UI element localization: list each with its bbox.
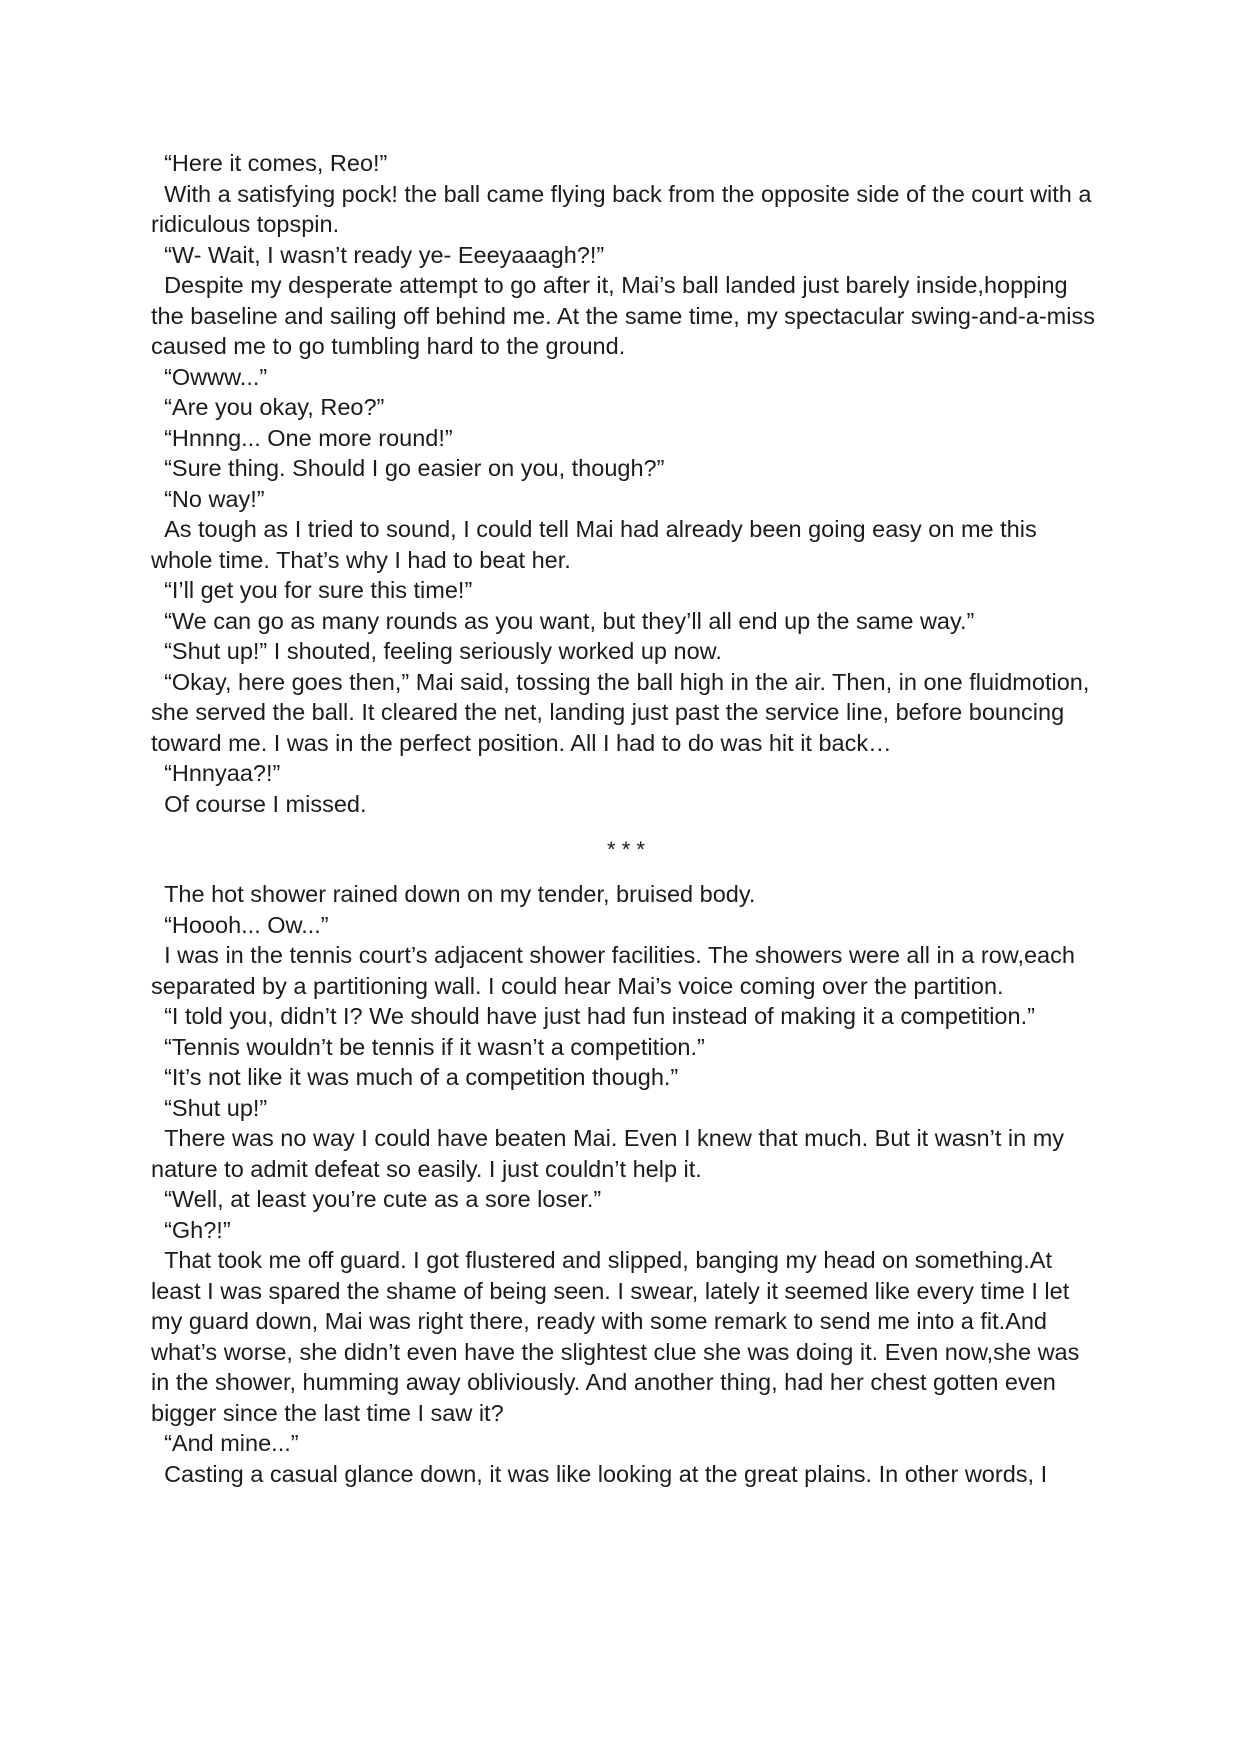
paragraph: The hot shower rained down on my tender, bruised body.	[151, 881, 756, 907]
paragraph: “Shut up!”	[151, 1094, 268, 1121]
paragraph: “Well, at least you’re cute as a sore loser.”	[151, 1186, 602, 1212]
paragraph: “Hnnyaa?!”	[151, 760, 281, 786]
paragraph: “Are you okay, Reo?”	[151, 394, 385, 420]
paragraph: Casting a casual glance down, it was like looking at the great plains. In other words, I	[151, 1460, 1048, 1487]
paragraph: There was no way I could have beaten Mai. Even I knew that much. But it wasn’t in my nature to admit defeat so easily. I just couldn’t help it.	[151, 1125, 1071, 1182]
paragraph: “Gh?!”	[151, 1216, 231, 1243]
paragraph: “Okay, here goes then,” Mai said, tossing the ball high in the air. Then, in one fluidmotion, she served the ball. It cleared the net, landing just past the service line, before bouncing toward me. I was in the perfect position. All I had to do was hit it back…	[151, 668, 1096, 756]
paragraph: Despite my desperate attempt to go after it, Mai’s ball landed just barely inside,hopping the baseline and sailing off behind me. At the same time, my spectacular swing-and-a-miss caused me to go tumbling hard to the ground.	[151, 272, 1102, 359]
section-tennis	[151, 148, 1101, 819]
scene-break: * * *	[607, 837, 645, 862]
paragraph: “Tennis wouldn’t be tennis if it wasn’t a competition.”	[151, 1033, 705, 1060]
paragraph: I was in the tennis court’s adjacent shower facilities. The showers were all in a row,each separated by a partitioning wall. I could hear Mai’s voice coming over the partition.	[151, 942, 1082, 999]
paragraph: “We can go as many rounds as you want, but they’ll all end up the same way.”	[151, 607, 975, 634]
paragraph: “W- Wait, I wasn’t ready ye- Eeeyaaagh?!”	[151, 241, 605, 268]
paragraph: “I told you, didn’t I? We should have just had fun instead of making it a competition.”	[151, 1003, 1035, 1029]
paragraph: “And mine...”	[151, 1430, 299, 1456]
paragraph: That took me off guard. I got flustered and slipped, banging my head on something.At least I was spared the shame of being seen. I swear, lately it seemed like every time I let my guard down, Mai was right there, ready with some remark to send me into a fit.And what’s worse, she didn’t even have the slightest clue she was doing it. Even now,she was in the shower, humming away obliviously. And another thing, had her chest gotten even bigger since the last time I saw it?	[151, 1247, 1086, 1426]
paragraph: “Shut up!” I shouted, feeling seriously worked up now.	[151, 638, 722, 664]
paragraph: “Here it comes, Reo!”	[151, 150, 388, 176]
paragraph: “Owww...”	[151, 363, 268, 390]
paragraph: With a satisfying pock! the ball came flying back from the opposite side of the court with a ridiculous topspin.	[151, 180, 1098, 237]
paragraph: “Hnnng... One more round!”	[151, 424, 453, 451]
paragraph: As tough as I tried to sound, I could tell Mai had already been going easy on me this whole time. That’s why I had to beat her.	[151, 516, 1044, 573]
document-page	[151, 148, 1101, 1489]
paragraph: “It’s not like it was much of a competition though.”	[151, 1064, 679, 1090]
paragraph: “I’ll get you for sure this time!”	[151, 577, 473, 603]
section-shower	[151, 879, 1101, 1489]
paragraph: “Hoooh... Ow...”	[151, 911, 329, 938]
paragraph: “Sure thing. Should I go easier on you, though?”	[151, 455, 665, 481]
paragraph: “No way!”	[151, 485, 265, 512]
paragraph: Of course I missed.	[151, 790, 367, 817]
